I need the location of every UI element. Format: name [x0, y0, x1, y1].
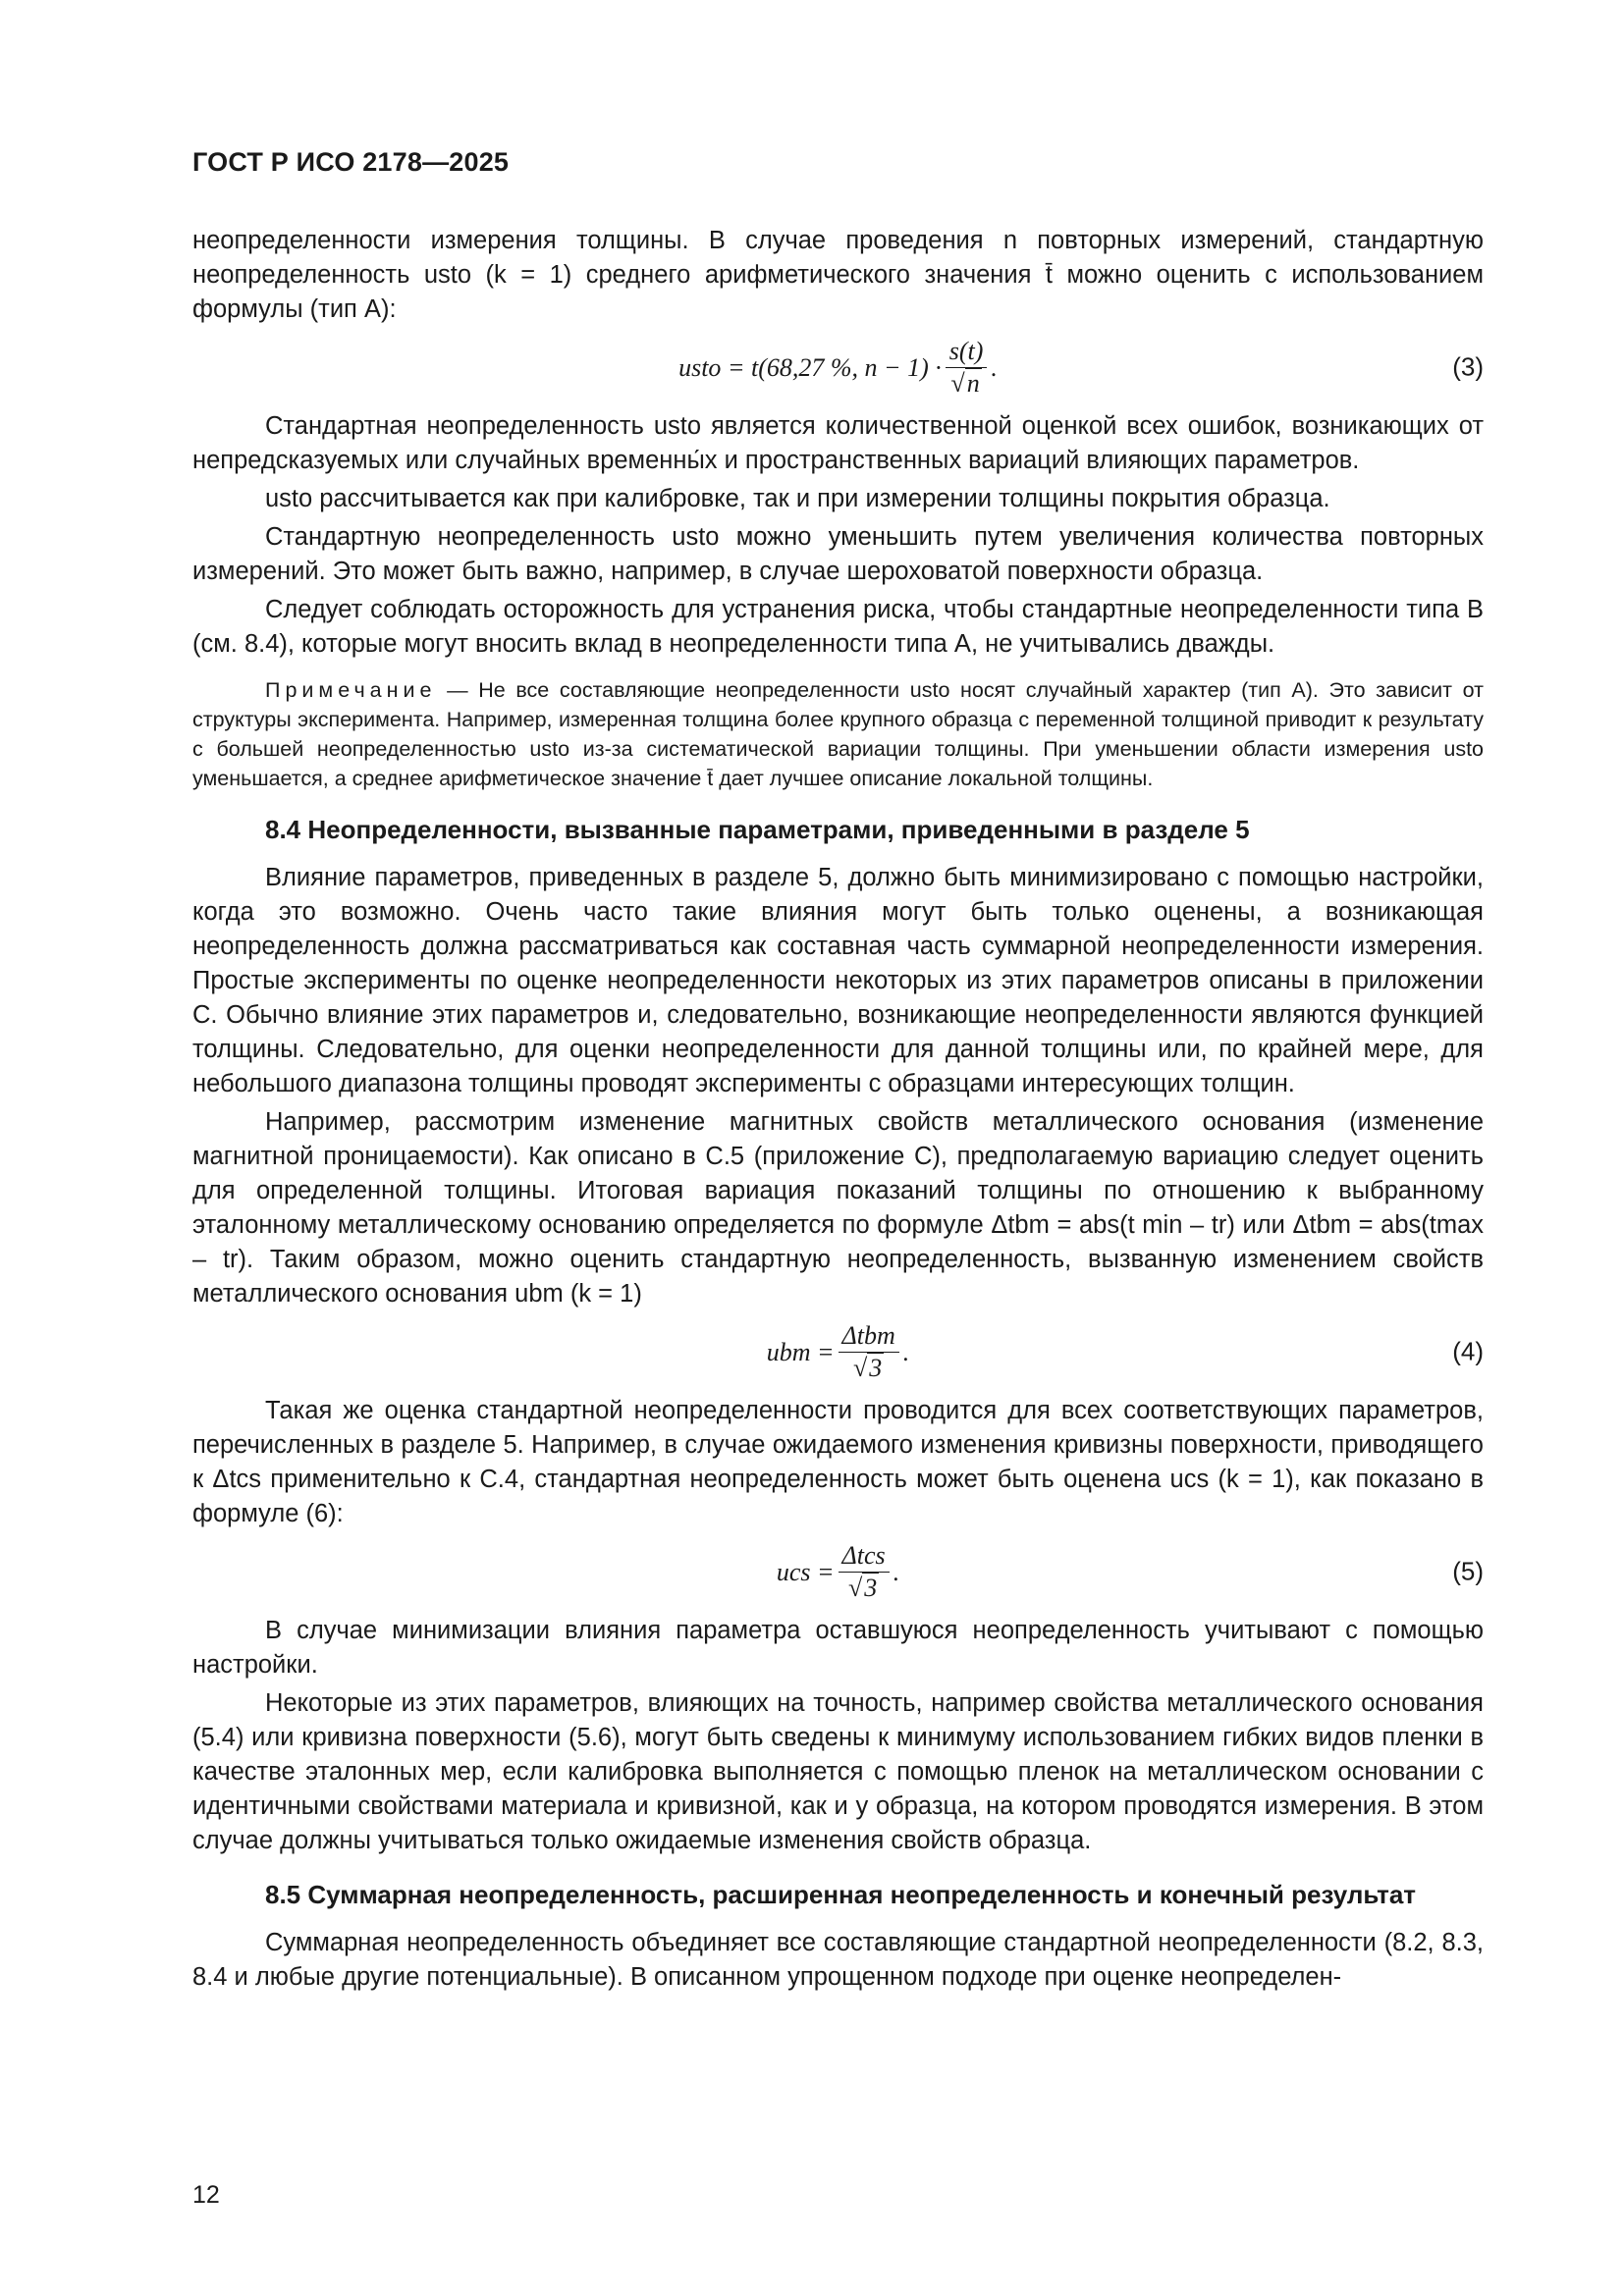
page-number: 12 — [192, 2181, 220, 2209]
paragraph: Такая же оценка стандартной неопределенности проводится для всех соответствующих параметров, перечисленных в разделе 5. Например, в случае ожидаемого изменения кривизны поверхности, приводящего к Δtcs применительно к С.4, стандартная неопределенность может быть оценена ucs (k = 1), как показано в формуле (6): — [192, 1397, 1484, 1527]
fraction-denominator: 3 — [864, 1573, 878, 1602]
paragraph: Следует соблюдать осторожность для устранения риска, чтобы стандартные неопределенности типа В (см. 8.4), которые могут вносить вклад в неопределенности типа А, не учитывались дважды. — [192, 596, 1484, 658]
section-heading-8-4: 8.4 Неопределенности, вызванные параметрами, приведенными в разделе 5 — [265, 815, 1250, 844]
section-heading-8-5: 8.5 Суммарная неопределенность, расширенная неопределенность и конечный результат — [265, 1880, 1417, 1909]
document-header: ГОСТ Р ИСО 2178—2025 — [192, 147, 510, 177]
fraction-numerator: Δtcs — [839, 1541, 890, 1573]
fraction-denominator: 3 — [869, 1353, 883, 1382]
formula-number: (5) — [1452, 1556, 1484, 1586]
formula-4 — [192, 1317, 1484, 1386]
note-text: — Не все составляющие неопределенности usto носят случайный характер (тип А). Это зависит от структуры эксперимента. Например, измеренная толщина более крупного образца с переменной толщиной приводит к результату с большей неопределенностью usto из-за систематической вариации толщины. При уменьшении области измерения usto уменьшается, а среднее арифметическое значение t̄ дает лучшее описание локальной толщины. — [192, 678, 1484, 790]
formula-lhs: ubm — [766, 1337, 811, 1366]
paragraph: usto рассчитывается как при калибровке, так и при измерении толщины покрытия образца. — [265, 485, 1330, 512]
formula-tail: . — [902, 1337, 910, 1366]
fraction-numerator: Δtbm — [839, 1321, 899, 1353]
formula-rhs: = t(68,27 %, n − 1) · — [727, 352, 942, 382]
paragraph: Некоторые из этих параметров, влияющих на точность, например свойства металлического основания (5.4) или кривизна поверхности (5.6), могут быть сведены к минимуму использованием гибких видов пленки в качестве эталонных мер, если калибровка выполняется с помощью пленок на металлическом основании с идентичными свойствами материала и кривизной, как и у образца, на котором проводятся измерения. В этом случае должны учитываться только ожидаемые изменения свойств образца. — [192, 1689, 1484, 1854]
paragraph: Влияние параметров, приведенных в разделе 5, должно быть минимизировано с помощью настройки, когда это возможно. Очень часто такие влияния могут быть только оценены, а возникающая неопределенность должна рассматриваться как составная часть суммарной неопределенности измерения. Простые эксперименты по оценке неопределенности некоторых из этих параметров описаны в приложении С. Обычно влияние этих параметров и, следовательно, возникающие неопределенности являются функцией толщины. Следовательно, для оценки неопределенности для данной толщины или, по крайней мере, для небольшого диапазона толщины проводят эксперименты с образцами интересующих толщин. — [192, 864, 1484, 1097]
formula-tail: . — [991, 352, 998, 382]
formula-number: (4) — [1452, 1336, 1484, 1366]
formula-rhs: = — [816, 1557, 835, 1586]
fraction-numerator: s(t) — [946, 337, 988, 368]
paragraph: Суммарная неопределенность объединяет все составляющие стандартной неопределенности (8.2, 8.3, 8.4 и любые другие потенциальные). В описанном упрощенном подходе при оценке неопределен- — [192, 1929, 1484, 1991]
fraction: $\frac{s(t)}{√n}$ — [946, 337, 988, 399]
formula-3 — [192, 333, 1484, 401]
formula-tail: . — [893, 1557, 900, 1586]
fraction-denominator: n — [966, 368, 980, 398]
paragraph: Стандартная неопределенность usto является количественной оценкой всех ошибок, возникающих от непредсказуемых или случайных временны́х и пространственных вариаций влияющих параметров. — [192, 412, 1484, 474]
formula-lhs: usto — [678, 352, 722, 382]
note — [192, 675, 1484, 793]
paragraph: Стандартную неопределенность usto можно уменьшить путем увеличения количества повторных измерений. Это может быть важно, например, в случае шероховатой поверхности образца. — [192, 523, 1484, 585]
paragraph: В случае минимизации влияния параметра оставшуюся неопределенность учитывают с помощью настройки. — [192, 1617, 1484, 1679]
page-content — [192, 224, 1484, 1995]
formula-5 — [192, 1537, 1484, 1606]
fraction: $\frac{\text{Δtcs}}{√3}$ — [839, 1541, 890, 1603]
formula-number: (3) — [1452, 351, 1484, 382]
formula-rhs: = — [816, 1337, 835, 1366]
fraction: $\frac{\text{Δtbm}}{√3}$ — [839, 1321, 899, 1383]
note-label: Примечание — [265, 678, 437, 702]
formula-lhs: ucs — [776, 1557, 811, 1586]
paragraph: Например, рассмотрим изменение магнитных свойств металлического основания (изменение магнитной проницаемости). Как описано в С.5 (приложение С), предполагаемую вариацию следует оценить для определенной толщины. Итоговая вариация показаний толщины по отношению к выбранному эталонному металлическому основанию определяется по формуле Δtbm = abs(t min – tr) или Δtbm = abs(tmax – tr). Таким образом, можно оценить стандартную неопределенность, вызванную изменением свойств металлического основания ubm (k = 1) — [192, 1108, 1484, 1308]
paragraph: неопределенности измерения толщины. В случае проведения n повторных измерений, стандартную неопределенность usto (k = 1) среднего арифметического значения t̄ можно оценить с использованием формулы (тип А): — [192, 227, 1484, 323]
